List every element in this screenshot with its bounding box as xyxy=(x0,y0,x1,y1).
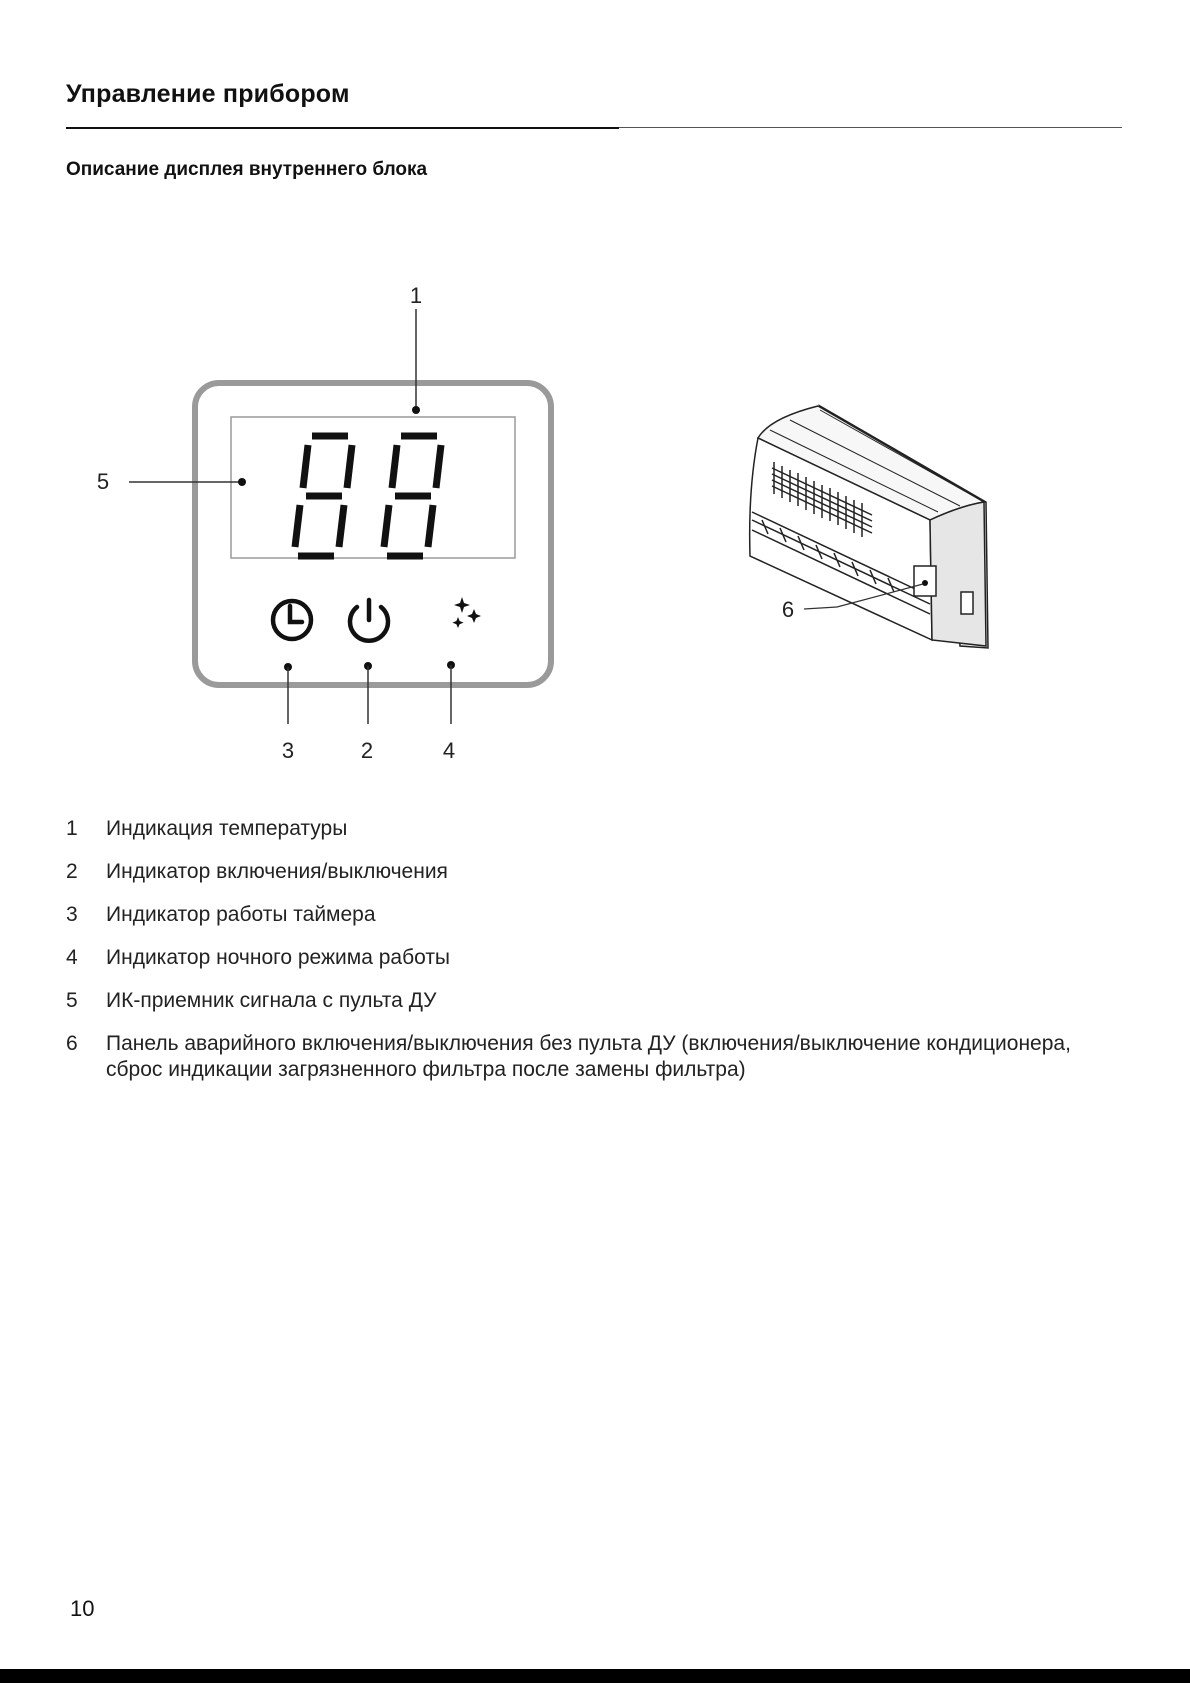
page-number: 10 xyxy=(70,1596,95,1621)
power-icon xyxy=(350,600,388,641)
legend-item xyxy=(66,816,1126,842)
timer-icon xyxy=(273,601,311,639)
legend-text: Индикатор работы таймера xyxy=(106,903,376,926)
legend-item xyxy=(66,1031,1126,1083)
callout-line-6 xyxy=(804,607,837,609)
display-diagram xyxy=(0,0,1190,800)
legend-text: Индикатор ночного режима работы xyxy=(106,946,451,969)
bottom-bar xyxy=(0,1669,1190,1683)
legend-number: 5 xyxy=(66,989,78,1012)
legend-item xyxy=(66,945,1126,971)
section-subtitle: Описание дисплея внутреннего блока xyxy=(66,159,428,180)
seven-segment-digit xyxy=(295,436,441,556)
callout-label-2: 2 xyxy=(360,738,374,763)
callout-label-5: 5 xyxy=(96,469,110,494)
callout-label-6: 6 xyxy=(781,597,795,622)
callout-label-3: 3 xyxy=(281,738,295,763)
legend-text: ИК-приемник сигнала с пульта ДУ xyxy=(106,989,437,1012)
legend-number: 3 xyxy=(66,903,78,926)
legend-text: Панель аварийного включения/выключения без пульта ДУ (включения/выключение кондиционера, сброс индикации загрязненного фильтра после замены фильтра) xyxy=(106,1032,1071,1081)
callout-label-1: 1 xyxy=(409,283,423,308)
callout-dot-1 xyxy=(412,406,420,414)
legend-item xyxy=(66,902,1126,928)
legend-text: Индикация температуры xyxy=(106,817,348,840)
callout-label-4: 4 xyxy=(442,738,456,763)
legend-item xyxy=(66,859,1126,885)
legend-item xyxy=(66,988,1126,1014)
night-mode-icon xyxy=(438,597,481,640)
page-title: Управление прибором xyxy=(66,80,350,108)
legend-list xyxy=(66,816,1126,1100)
legend-number: 4 xyxy=(66,946,78,969)
callout-dot-5 xyxy=(238,478,246,486)
legend-number: 6 xyxy=(66,1032,78,1055)
legend-text: Индикатор включения/выключения xyxy=(106,860,448,883)
digit-window xyxy=(231,417,515,558)
legend-number: 1 xyxy=(66,817,78,840)
legend-number: 2 xyxy=(66,860,78,883)
